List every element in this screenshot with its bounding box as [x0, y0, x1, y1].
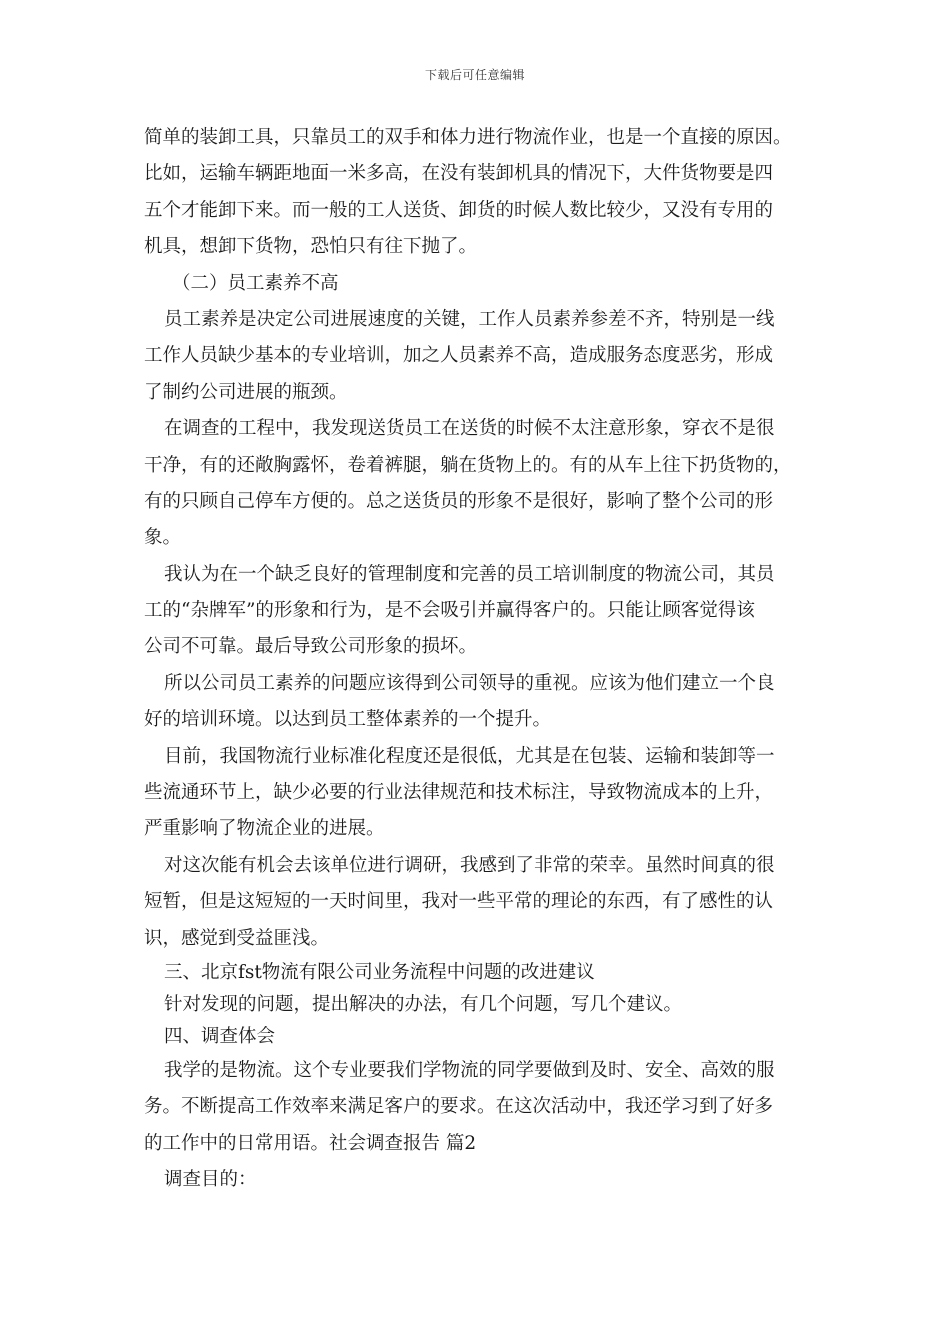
- page-header: 下载后可任意编辑: [424, 68, 525, 82]
- text-line: 针对发现的问题，提出解决的办法，有几个问题，写几个建议。: [164, 993, 683, 1015]
- section-heading: 四、调查体会: [164, 1025, 276, 1047]
- text-line: 的工作中的日常用语。社会调查报告 篇2: [144, 1132, 477, 1154]
- text-line: 目前，我国物流行业标准化程度还是很低，尤其是在包装、运输和装卸等一: [164, 745, 775, 767]
- text-line: 象。: [144, 527, 182, 549]
- text-line: 干净，有的还敞胸露怀，卷着裤腿，躺在货物上的。有的从车上往下扔货物的，: [144, 454, 792, 476]
- text-line: 机具，想卸下货物，恐怕只有往下抛了。: [144, 236, 478, 258]
- text-line: 严重影响了物流企业的进展。: [144, 818, 385, 840]
- text-line: 短暂，但是这短短的一天时间里，我对一些平常的理论的东西，有了感性的认: [144, 891, 774, 913]
- text-line: 简单的装卸工具，只靠员工的双手和体力进行物流作业，也是一个直接的原因。: [144, 127, 792, 148]
- text-line: 对这次能有机会去该单位进行调研，我感到了非常的荣幸。虽然时间真的很: [164, 854, 775, 876]
- text-line: 在调查的工程中，我发现送货员工在送货的时候不太注意形象，穿衣不是很: [164, 418, 775, 440]
- text-line: 比如，运输车辆距地面一米多高，在没有装卸机具的情况下，大件货物要是四: [144, 163, 774, 185]
- text-line: 公司不可靠。最后导致公司形象的损坏。: [144, 636, 478, 658]
- text-line: 所以公司员工素养的问题应该得到公司领导的重视。应该为他们建立一个良: [164, 672, 775, 694]
- text-line: 好的培训环境。以达到员工整体素养的一个提升。: [144, 709, 552, 731]
- text-line: 员工素养是决定公司进展速度的关键，工作人员素养参差不齐，特别是一线: [164, 308, 775, 330]
- text-line: 调查目的：: [164, 1169, 257, 1191]
- text-line: 些流通环节上，缺少必要的行业法律规范和技术标注，导致物流成本的上升，: [144, 782, 774, 804]
- document-body: [144, 120, 834, 1199]
- text-line: 工的“杂牌军”的形象和行为，是不会吸引并赢得客户的。只能让顾客觉得该: [144, 600, 755, 622]
- section-heading: 三、北京fst物流有限公司业务流程中问题的改进建议: [164, 961, 595, 983]
- text-line: 我学的是物流。这个专业要我们学物流的同学要做到及时、安全、高效的服: [164, 1059, 775, 1081]
- text-line: 务。不断提高工作效率来满足客户的要求。在这次活动中，我还学习到了好多: [144, 1096, 774, 1118]
- text-line: 了制约公司进展的瓶颈。: [144, 381, 348, 403]
- text-line: 工作人员缺少基本的专业培训，加之人员素养不高，造成服务态度恶劣，形成: [144, 345, 774, 367]
- text-line: 有的只顾自己停车方便的。总之送货员的形象不是很好，影响了整个公司的形: [144, 490, 774, 512]
- section-heading: （二）员工素养不高: [172, 272, 339, 294]
- text-line: 识，感觉到受益匪浅。: [144, 927, 330, 949]
- text-line: 五个才能卸下来。而一般的工人送货、卸货的时候人数比较少，又没有专用的: [144, 199, 774, 221]
- text-line: 我认为在一个缺乏良好的管理制度和完善的员工培训制度的物流公司，其员: [164, 563, 775, 585]
